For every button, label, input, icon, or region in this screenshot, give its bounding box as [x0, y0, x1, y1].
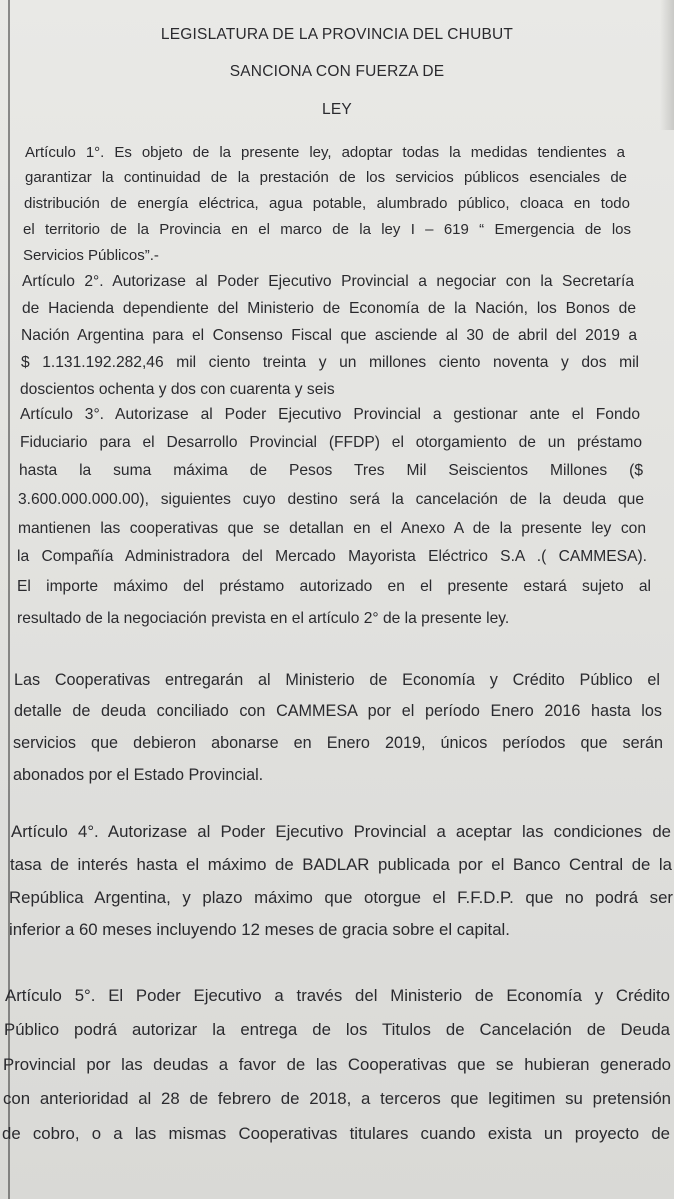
- article-5-line: de cobro, o a las mismas Cooperativas titulares cuando exista un proyecto de: [2, 1124, 670, 1143]
- article-4-line: República Argentina, y plazo máximo que otorgue el F.F.D.P. que no podrá ser: [9, 888, 673, 907]
- article-5-line: Provincial por las deudas a favor de las Cooperativas que se hubieran generado: [3, 1055, 671, 1074]
- article-3-line: Fiduciario para el Desarrollo Provincial (FFDP) el otorgamiento de un préstamo: [20, 434, 642, 451]
- article-3-line: hasta la suma máxima de Pesos Tres Mil Seiscientos Millones ($: [19, 462, 643, 479]
- article-1-line: distribución de energía eléctrica, agua potable, alumbrado público, cloaca en todo: [24, 195, 630, 212]
- article-3-paragraph-line: servicios que debieron abonarse en Enero 2019, únicos períodos que serán: [13, 734, 663, 752]
- article-2-line: $ 1.131.192.282,46 mil ciento treinta y un millones ciento noventa y dos mil: [21, 354, 639, 371]
- article-4-line: inferior a 60 meses incluyendo 12 meses de gracia sobre el capital.: [9, 920, 510, 939]
- article-3-line: El importe máximo del préstamo autorizado en el presente estará sujeto al: [17, 578, 651, 595]
- article-3-paragraph-line: abonados por el Estado Provincial.: [13, 766, 264, 784]
- article-5-line: Artículo 5°. El Poder Ejecutivo a través del Ministerio de Economía y Crédito: [5, 986, 670, 1005]
- article-2-line: doscientos ochenta y dos con cuarenta y seis: [20, 381, 335, 398]
- article-3-paragraph-line: Las Cooperativas entregarán al Ministerio de Economía y Crédito Público el: [14, 671, 660, 689]
- article-4-line: tasa de interés hasta el máximo de BADLAR publicada por el Banco Central de la: [10, 855, 672, 874]
- article-5-line: con anterioridad al 28 de febrero de 2018, a terceros que legitimen su pretensión: [3, 1089, 671, 1108]
- article-2-line: Artículo 2°. Autorizase al Poder Ejecutivo Provincial a negociar con la Secretaría: [22, 273, 634, 290]
- header-legislatura: LEGISLATURA DE LA PROVINCIA DEL CHUBUT: [160, 26, 514, 43]
- article-5-line: Público podrá autorizar la entrega de los Titulos de Cancelación de Deuda: [4, 1020, 670, 1039]
- article-1-line: Servicios Públicos”.-: [23, 247, 159, 264]
- article-3-line: la Compañía Administradora del Mercado Mayorista Eléctrico S.A .( CAMMESA).: [17, 548, 647, 565]
- header-sanciona: SANCIONA CON FUERZA DE: [229, 63, 445, 80]
- article-3-line: mantienen las cooperativas que se detallan en el Anexo A de la presente ley con: [18, 520, 646, 537]
- article-3-line: 3.600.000.000.00), siguientes cuyo destino será la cancelación de la deuda que: [18, 491, 644, 508]
- article-1-line: el territorio de la Provincia en el marco de la ley I – 619 “ Emergencia de los: [23, 221, 631, 238]
- article-1-line: garantizar la continuidad de la prestación de los servicios públicos esenciales de: [25, 169, 627, 186]
- article-3-paragraph-line: detalle de deuda conciliado con CAMMESA por el período Enero 2016 hasta los: [14, 702, 662, 720]
- article-3-line: Artículo 3°. Autorizase al Poder Ejecutivo Provincial a gestionar ante el Fondo: [20, 406, 640, 423]
- article-3-line: resultado de la negociación prevista en el artículo 2° de la presente ley.: [17, 610, 510, 627]
- article-4-line: Artículo 4°. Autorizase al Poder Ejecutivo Provincial a aceptar las condiciones de: [11, 822, 671, 841]
- article-2-line: de Hacienda dependiente del Ministerio de Economía de la Nación, los Bonos de: [22, 300, 636, 317]
- article-1-line: Artículo 1°. Es objeto de la presente ley, adoptar todas la medidas tendientes a: [25, 144, 625, 161]
- article-2-line: Nación Argentina para el Consenso Fiscal que asciende al 30 de abril del 2019 a: [21, 327, 637, 344]
- header-ley: LEY: [322, 101, 352, 118]
